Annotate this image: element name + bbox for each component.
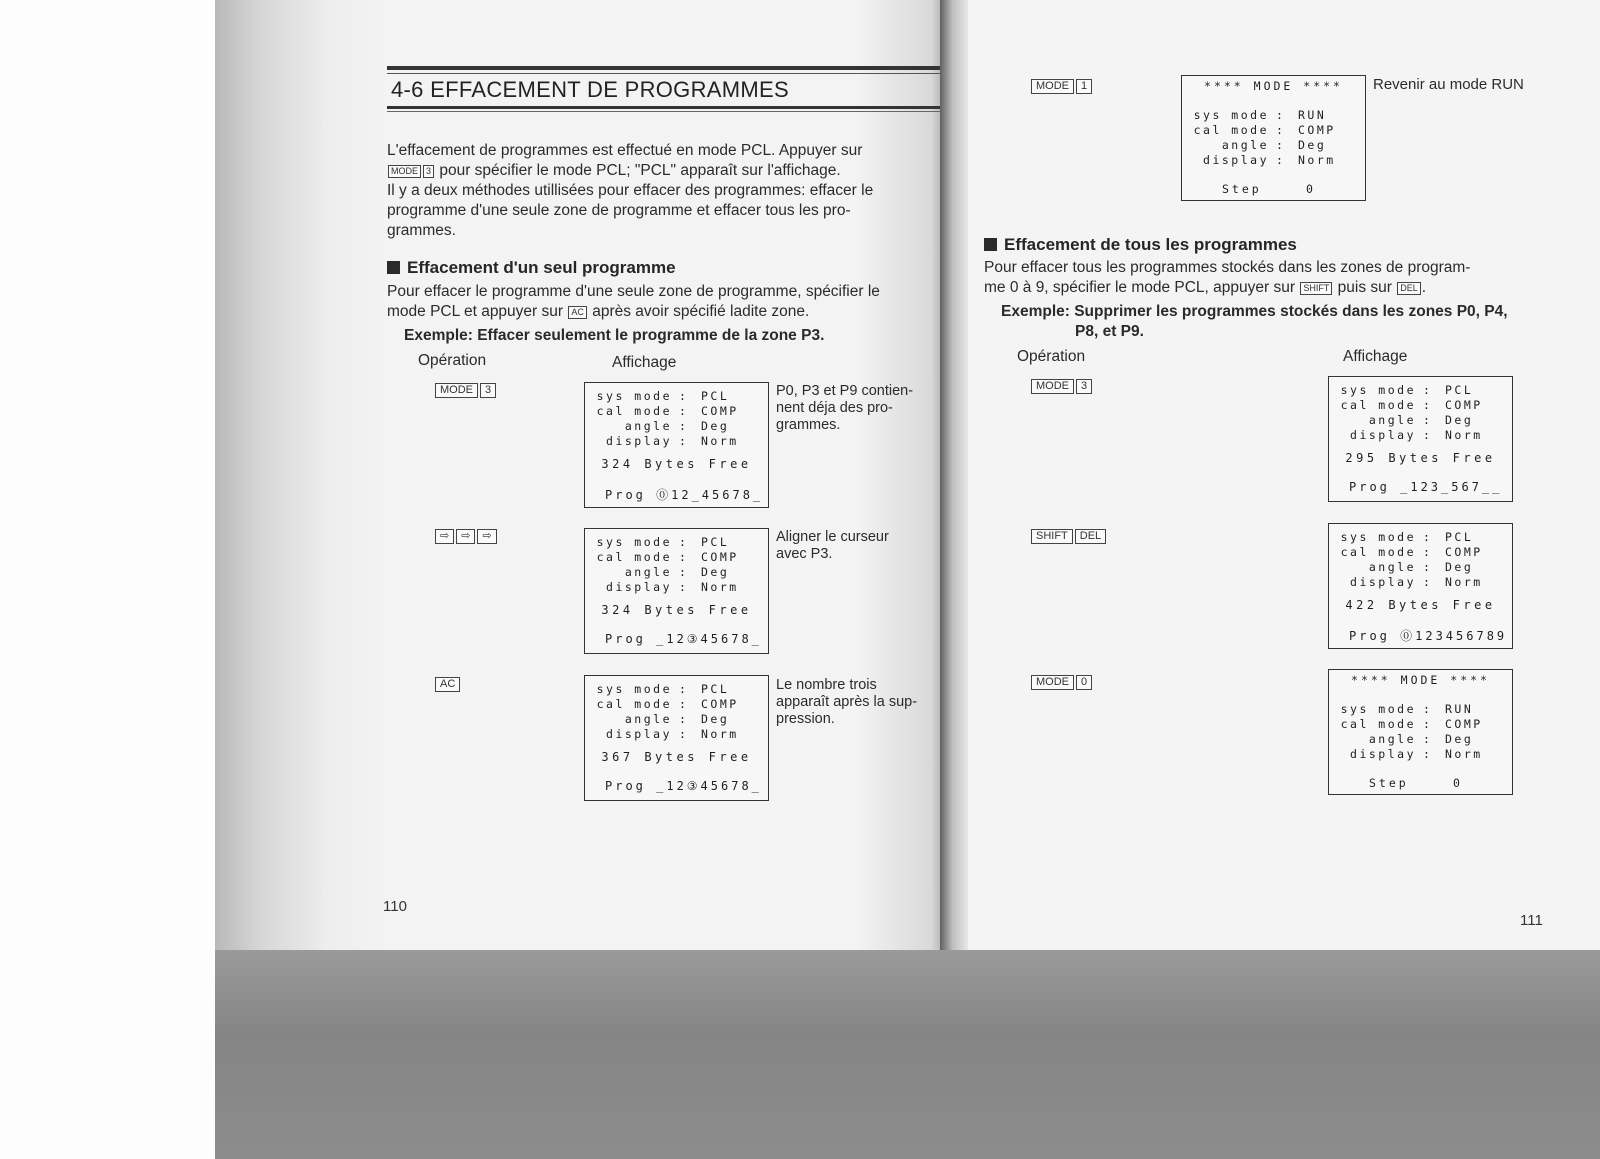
lcd-row: display : Norm: [1203, 153, 1336, 167]
lcd-row: sys mode : PCL: [1340, 530, 1474, 544]
key-ac: AC: [435, 677, 460, 692]
step2-keys: [434, 527, 498, 545]
chapter-title-bar: [387, 66, 940, 112]
lcd-row: angle : Deg: [624, 565, 730, 579]
key-mode: MODE: [1031, 675, 1074, 690]
lcd-bytes: 422 Bytes Free: [1345, 598, 1496, 612]
lcd-header: **** MODE ****: [1351, 673, 1490, 687]
right-step1-keys: [1030, 377, 1093, 395]
key-0: 0: [1076, 675, 1092, 690]
background-margin: [0, 0, 215, 1159]
title-rule-bottom-thin: [387, 111, 940, 112]
lcd-prog: Prog ⓪123456789: [1349, 629, 1508, 643]
lcd-prog: Prog _123_567__: [1349, 480, 1503, 494]
key-shift: SHIFT: [1031, 529, 1073, 544]
key-mode: MODE: [1031, 79, 1074, 94]
lcd-row: cal mode : COMP: [596, 697, 739, 711]
step1-keys: [434, 381, 497, 399]
key-1: 1: [1076, 79, 1092, 94]
lcd-display: [1181, 75, 1366, 201]
page-number-right: 111: [1520, 912, 1543, 929]
book-bottom-edge: [215, 950, 1600, 1159]
lcd-row: angle : Deg: [624, 712, 730, 726]
cursor-right-icon: ⇨: [435, 529, 454, 544]
key-shift: SHIFT: [1300, 282, 1332, 295]
lcd-prog: Prog _12③45678_: [605, 779, 762, 793]
step2-note: Aligner le curseur avec P3.: [776, 529, 889, 562]
lcd-row: display : Norm: [606, 727, 739, 741]
key-mode: MODE: [388, 165, 421, 178]
lcd-row: sys mode : PCL: [596, 389, 730, 403]
right-section-line-1: Pour effacer tous les programmes stockés dans les zones de program-: [984, 259, 1471, 276]
right-example-line-1: Exemple: Supprimer les programmes stockés dans les zones P0, P4,: [1001, 303, 1508, 320]
intro-line-5: grammes.: [387, 222, 456, 239]
right-step3-keys: [1030, 673, 1093, 691]
lcd-display: [1328, 523, 1513, 649]
lcd-prog: Prog _12③45678_: [605, 632, 762, 646]
key-3: 3: [1076, 379, 1092, 394]
step1-note: P0, P3 et P9 contien- nent déja des pro- grammes.: [776, 383, 914, 433]
intro-line-3: Il y a deux méthodes utillisées pour effacer des programmes: effacer le: [387, 182, 874, 199]
section-heading-single: Effacement d'un seul programme: [387, 258, 676, 278]
lcd-row: angle : Deg: [1368, 732, 1474, 746]
right-example-line-2: P8, et P9.: [1075, 323, 1144, 340]
col-display: Affichage: [1343, 348, 1408, 365]
lcd-row: angle : Deg: [1221, 138, 1327, 152]
intro-line-1: L'effacement de programmes est effectué en mode PCL. Appuyer sur: [387, 142, 863, 159]
book-gutter: [940, 0, 968, 950]
title-rule-bottom: [387, 106, 940, 109]
step3-keys: [434, 675, 461, 693]
example-line: Exemple: Effacer seulement le programme de la zone P3.: [404, 327, 825, 344]
lcd-row: cal mode : COMP: [596, 404, 739, 418]
right-section-line-2: me 0 à 9, spécifier le mode PCL, appuyer sur SHIFT puis sur DEL .: [984, 279, 1427, 296]
section-text-line-2: mode PCL et appuyer sur AC après avoir spécifié ladite zone.: [387, 303, 810, 320]
title-rule-top: [387, 66, 940, 70]
lcd-bytes: 295 Bytes Free: [1345, 451, 1496, 465]
lcd-bytes: 324 Bytes Free: [601, 603, 752, 617]
lcd-row: cal mode : COMP: [1340, 717, 1483, 731]
lcd-display: [1328, 669, 1513, 795]
lcd-row: display : Norm: [1350, 575, 1483, 589]
key-mode: MODE: [1031, 379, 1074, 394]
bullet-square-icon: [984, 238, 997, 251]
lcd-display: [584, 382, 769, 508]
lcd-row: angle : Deg: [624, 419, 730, 433]
step3-note: Le nombre trois apparaît après la sup- pression.: [776, 677, 918, 727]
cursor-right-icon: ⇨: [477, 529, 496, 544]
lcd-row: display : Norm: [1350, 747, 1483, 761]
col-operation: Opération: [1017, 348, 1086, 365]
bullet-square-icon: [387, 261, 400, 274]
key-3: 3: [423, 165, 434, 178]
lcd-step: Step 0: [1369, 776, 1460, 790]
lcd-row: cal mode : COMP: [1193, 123, 1336, 137]
section-heading-all: Effacement de tous les programmes: [984, 235, 1297, 255]
lcd-row: sys mode : RUN: [1193, 108, 1327, 122]
lcd-step: Step 0: [1222, 182, 1313, 196]
key-3: 3: [480, 383, 496, 398]
right-step2-keys: [1030, 527, 1107, 545]
chapter-title: 4-6 EFFACEMENT DE PROGRAMMES: [391, 77, 789, 102]
lcd-row: sys mode : RUN: [1340, 702, 1474, 716]
lcd-row: angle : Deg: [1368, 413, 1474, 427]
lcd-row: sys mode : PCL: [1340, 383, 1474, 397]
intro-line-4: programme d'une seule zone de programme et effacer tous les pro-: [387, 202, 851, 219]
lcd-bytes: 324 Bytes Free: [601, 457, 752, 471]
lcd-row: cal mode : COMP: [596, 550, 739, 564]
lcd-row: sys mode : PCL: [596, 682, 730, 696]
intro-line-2: MODE 3 pour spécifier le mode PCL; "PCL" apparaît sur l'affichage.: [387, 161, 841, 181]
lcd-row: cal mode : COMP: [1340, 545, 1483, 559]
key-mode: MODE: [435, 383, 478, 398]
lcd-bytes: 367 Bytes Free: [601, 750, 752, 764]
key-del: DEL: [1075, 529, 1106, 544]
section-text-line-1: Pour effacer le programme d'une seule zone de programme, spécifier le: [387, 283, 880, 300]
top-step-note: Revenir au mode RUN: [1373, 76, 1524, 93]
lcd-row: cal mode : COMP: [1340, 398, 1483, 412]
lcd-row: display : Norm: [606, 434, 739, 448]
key-del: DEL: [1397, 282, 1421, 295]
lcd-display: [584, 675, 769, 801]
col-operation: Opération: [418, 352, 487, 369]
lcd-row: display : Norm: [1350, 428, 1483, 442]
lcd-row: angle : Deg: [1368, 560, 1474, 574]
col-display: Affichage: [612, 354, 677, 371]
page-number-left: 110: [383, 898, 407, 915]
lcd-prog: Prog ⓪12_45678_: [605, 488, 764, 502]
lcd-row: sys mode : PCL: [596, 535, 730, 549]
page-stack-edge: [215, 0, 325, 955]
key-ac: AC: [568, 306, 587, 319]
cursor-right-icon: ⇨: [456, 529, 475, 544]
title-rule-top-thin: [387, 73, 940, 74]
top-step-keys: [1030, 77, 1093, 95]
lcd-display: [584, 528, 769, 654]
lcd-header: **** MODE ****: [1204, 79, 1343, 93]
lcd-row: display : Norm: [606, 580, 739, 594]
lcd-display: [1328, 376, 1513, 502]
